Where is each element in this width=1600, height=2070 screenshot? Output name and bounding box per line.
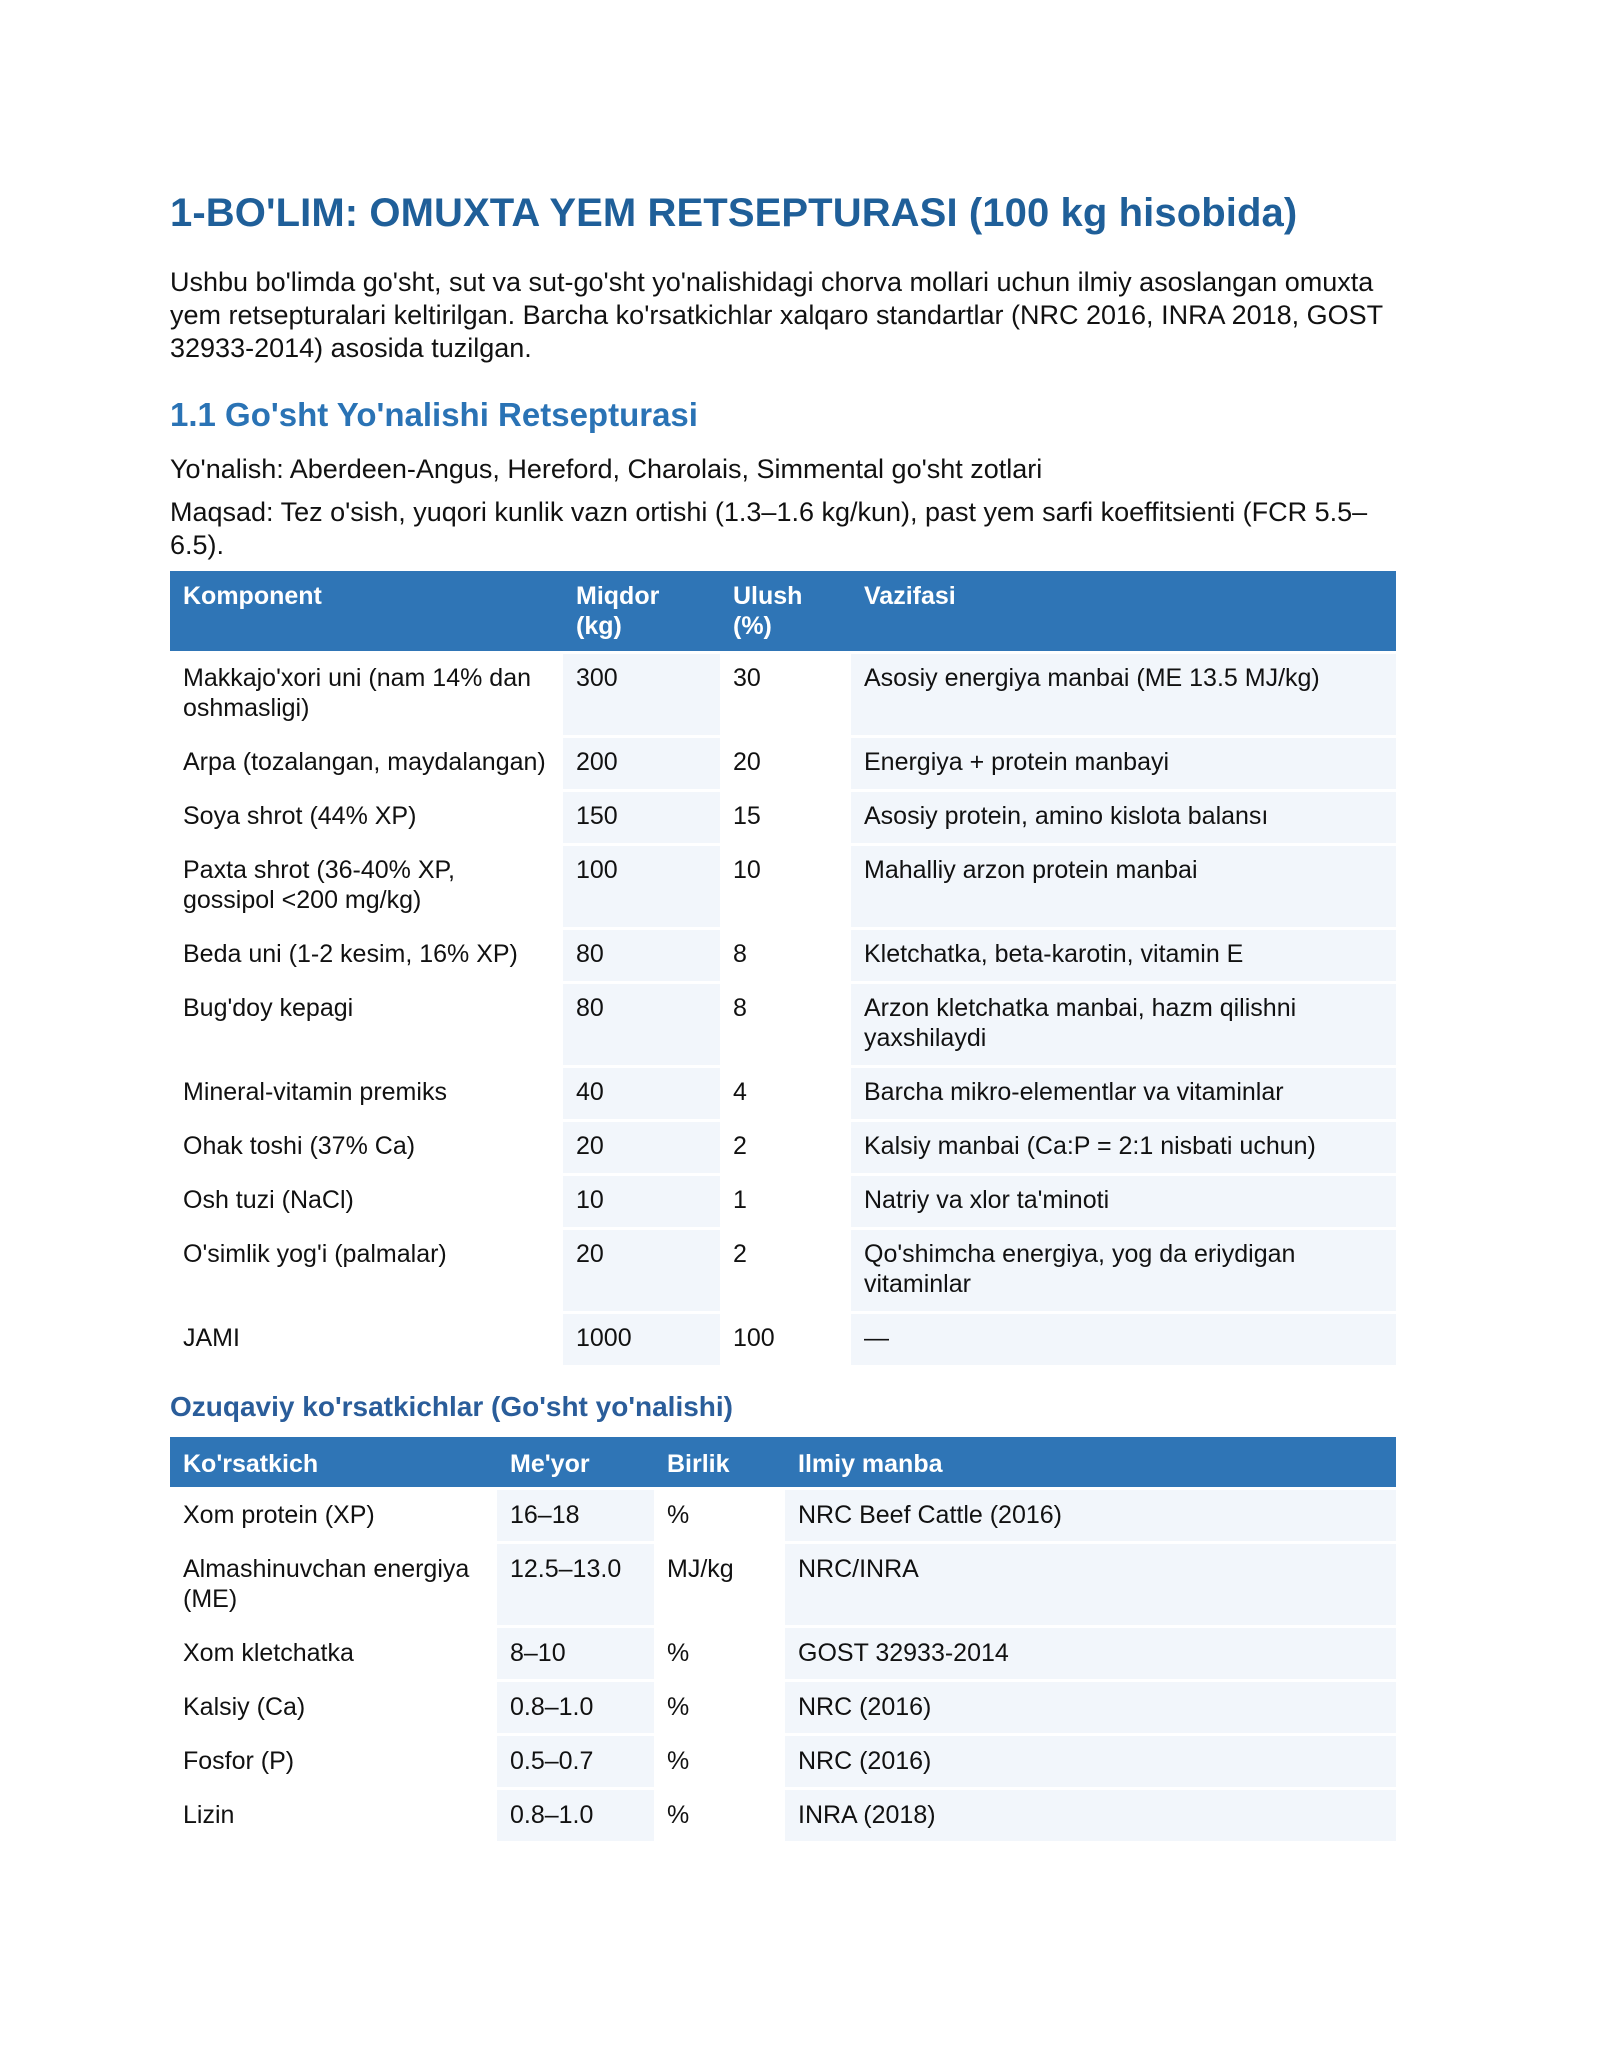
nutrition-title: Ozuqaviy ko'rsatkichlar (Go'sht yo'nalishi) xyxy=(170,1391,734,1422)
table-cell: NRC (2016) xyxy=(785,1736,1396,1787)
table-row xyxy=(170,1314,1396,1365)
table-cell: Lizin xyxy=(170,1790,497,1841)
table-cell: MJ/kg xyxy=(654,1544,785,1625)
direction-text: Yo'nalish: Aberdeen-Angus, Hereford, Charolais, Simmental go'sht zotlari xyxy=(170,454,1043,484)
table-header-row xyxy=(170,1437,1396,1487)
table-cell: Natriy va xlor ta'minoti xyxy=(851,1176,1396,1227)
table-row xyxy=(170,1736,1396,1787)
table-cell: Bug'doy kepagi xyxy=(170,984,563,1065)
table-cell: % xyxy=(654,1790,785,1841)
table-cell: Xom kletchatka xyxy=(170,1628,497,1679)
table-cell: 150 xyxy=(563,792,720,843)
table-cell: Kletchatka, beta-karotin, vitamin E xyxy=(851,930,1396,981)
table-cell: Ohak toshi (37% Ca) xyxy=(170,1122,563,1173)
column-header: Komponent xyxy=(170,571,563,651)
column-header: Ko'rsatkich xyxy=(170,1437,497,1487)
table-cell: 1000 xyxy=(563,1314,720,1365)
table-cell: 10 xyxy=(720,846,851,927)
document-page xyxy=(170,186,1396,1844)
table-cell: 16–18 xyxy=(497,1490,654,1541)
table-cell: INRA (2018) xyxy=(785,1790,1396,1841)
recipe-table xyxy=(170,568,1396,1368)
table-cell: Arpa (tozalangan, maydalangan) xyxy=(170,738,563,789)
table-cell: % xyxy=(654,1736,785,1787)
table-cell: Soya shrot (44% XP) xyxy=(170,792,563,843)
table-cell: Energiya + protein manbayi xyxy=(851,738,1396,789)
column-header: Ilmiy manba xyxy=(785,1437,1396,1487)
table-cell: NRC/INRA xyxy=(785,1544,1396,1625)
table-cell: % xyxy=(654,1628,785,1679)
table-cell: 300 xyxy=(563,654,720,735)
table-cell: 8 xyxy=(720,930,851,981)
goal-text: Maqsad: Tez o'sish, yuqori kunlik vazn ortishi (1.3–1.6 kg/kun), past yem sarfi koeffitsienti (FCR 5.5–6.5). xyxy=(170,497,1368,560)
table-cell: 2 xyxy=(720,1230,851,1311)
table-cell: 0.8–1.0 xyxy=(497,1790,654,1841)
table-cell: 8–10 xyxy=(497,1628,654,1679)
table-cell: 0.8–1.0 xyxy=(497,1682,654,1733)
table-cell: 100 xyxy=(563,846,720,927)
intro-paragraph: Ushbu bo'limda go'sht, sut va sut-go'sht yo'nalishidagi chorva mollari uchun ilmiy asoslangan omuxta yem retsepturalari keltirilgan. Barcha ko'rsatkichlar xalqaro standartlar (NRC 2016, INRA 2018, GOST 32933-2014) asosida tuzilgan. xyxy=(170,267,1383,363)
table-row xyxy=(170,1682,1396,1733)
table-cell: GOST 32933-2014 xyxy=(785,1628,1396,1679)
table-cell: 15 xyxy=(720,792,851,843)
table-cell: 4 xyxy=(720,1068,851,1119)
page-title: 1-BO'LIM: OMUXTA YEM RETSEPTURASI (100 kg hisobida) xyxy=(170,191,1298,235)
table-row xyxy=(170,846,1396,927)
table-cell: 40 xyxy=(563,1068,720,1119)
table-cell: — xyxy=(851,1314,1396,1365)
table-row xyxy=(170,984,1396,1065)
table-cell: % xyxy=(654,1682,785,1733)
table-cell: Kalsiy (Ca) xyxy=(170,1682,497,1733)
table-cell: Barcha mikro-elementlar va vitaminlar xyxy=(851,1068,1396,1119)
table-cell: Paxta shrot (36-40% XP, gossipol <200 mg/kg) xyxy=(170,846,563,927)
table-cell: % xyxy=(654,1490,785,1541)
table-row xyxy=(170,930,1396,981)
table-row xyxy=(170,1544,1396,1625)
table-cell: Almashinuvchan energiya (ME) xyxy=(170,1544,497,1625)
table-row xyxy=(170,1122,1396,1173)
column-header: Vazifasi xyxy=(851,571,1396,651)
table-cell: 20 xyxy=(563,1122,720,1173)
table-cell: 30 xyxy=(720,654,851,735)
table-row xyxy=(170,1628,1396,1679)
table-row xyxy=(170,1176,1396,1227)
section-title: 1.1 Go'sht Yo'nalishi Retsepturasi xyxy=(170,396,698,433)
table-cell: Beda uni (1-2 kesim, 16% XP) xyxy=(170,930,563,981)
table-row xyxy=(170,738,1396,789)
table-cell: Asosiy energiya manbai (ME 13.5 MJ/kg) xyxy=(851,654,1396,735)
table-row xyxy=(170,1230,1396,1311)
table-cell: 20 xyxy=(563,1230,720,1311)
table-cell: 80 xyxy=(563,984,720,1065)
table-row xyxy=(170,792,1396,843)
table-cell: Xom protein (XP) xyxy=(170,1490,497,1541)
table-cell: 12.5–13.0 xyxy=(497,1544,654,1625)
table-cell: Osh tuzi (NaCl) xyxy=(170,1176,563,1227)
nutrition-table xyxy=(170,1434,1396,1844)
table-cell: 20 xyxy=(720,738,851,789)
table-cell: NRC Beef Cattle (2016) xyxy=(785,1490,1396,1541)
table-cell: Makkajo'xori uni (nam 14% dan oshmasligi) xyxy=(170,654,563,735)
table-cell: Asosiy protein, amino kislota balansı xyxy=(851,792,1396,843)
table-cell: 1 xyxy=(720,1176,851,1227)
table-row xyxy=(170,654,1396,735)
table-cell: JAMI xyxy=(170,1314,563,1365)
table-row xyxy=(170,1068,1396,1119)
table-cell: O'simlik yog'i (palmalar) xyxy=(170,1230,563,1311)
table-cell: 8 xyxy=(720,984,851,1065)
table-cell: Kalsiy manbai (Ca:P = 2:1 nisbati uchun) xyxy=(851,1122,1396,1173)
column-header: Ulush (%) xyxy=(720,571,851,651)
table-cell: 10 xyxy=(563,1176,720,1227)
column-header: Me'yor xyxy=(497,1437,654,1487)
table-cell: Arzon kletchatka manbai, hazm qilishni yaxshilaydi xyxy=(851,984,1396,1065)
table-cell: 80 xyxy=(563,930,720,981)
table-cell: 200 xyxy=(563,738,720,789)
table-cell: 0.5–0.7 xyxy=(497,1736,654,1787)
table-header-row xyxy=(170,571,1396,651)
table-row xyxy=(170,1490,1396,1541)
column-header: Miqdor (kg) xyxy=(563,571,720,651)
table-cell: NRC (2016) xyxy=(785,1682,1396,1733)
table-cell: Mineral-vitamin premiks xyxy=(170,1068,563,1119)
table-cell: Fosfor (P) xyxy=(170,1736,497,1787)
table-cell: 100 xyxy=(720,1314,851,1365)
table-cell: 2 xyxy=(720,1122,851,1173)
column-header: Birlik xyxy=(654,1437,785,1487)
table-cell: Qo'shimcha energiya, yog da eriydigan vitaminlar xyxy=(851,1230,1396,1311)
table-row xyxy=(170,1790,1396,1841)
table-cell: Mahalliy arzon protein manbai xyxy=(851,846,1396,927)
